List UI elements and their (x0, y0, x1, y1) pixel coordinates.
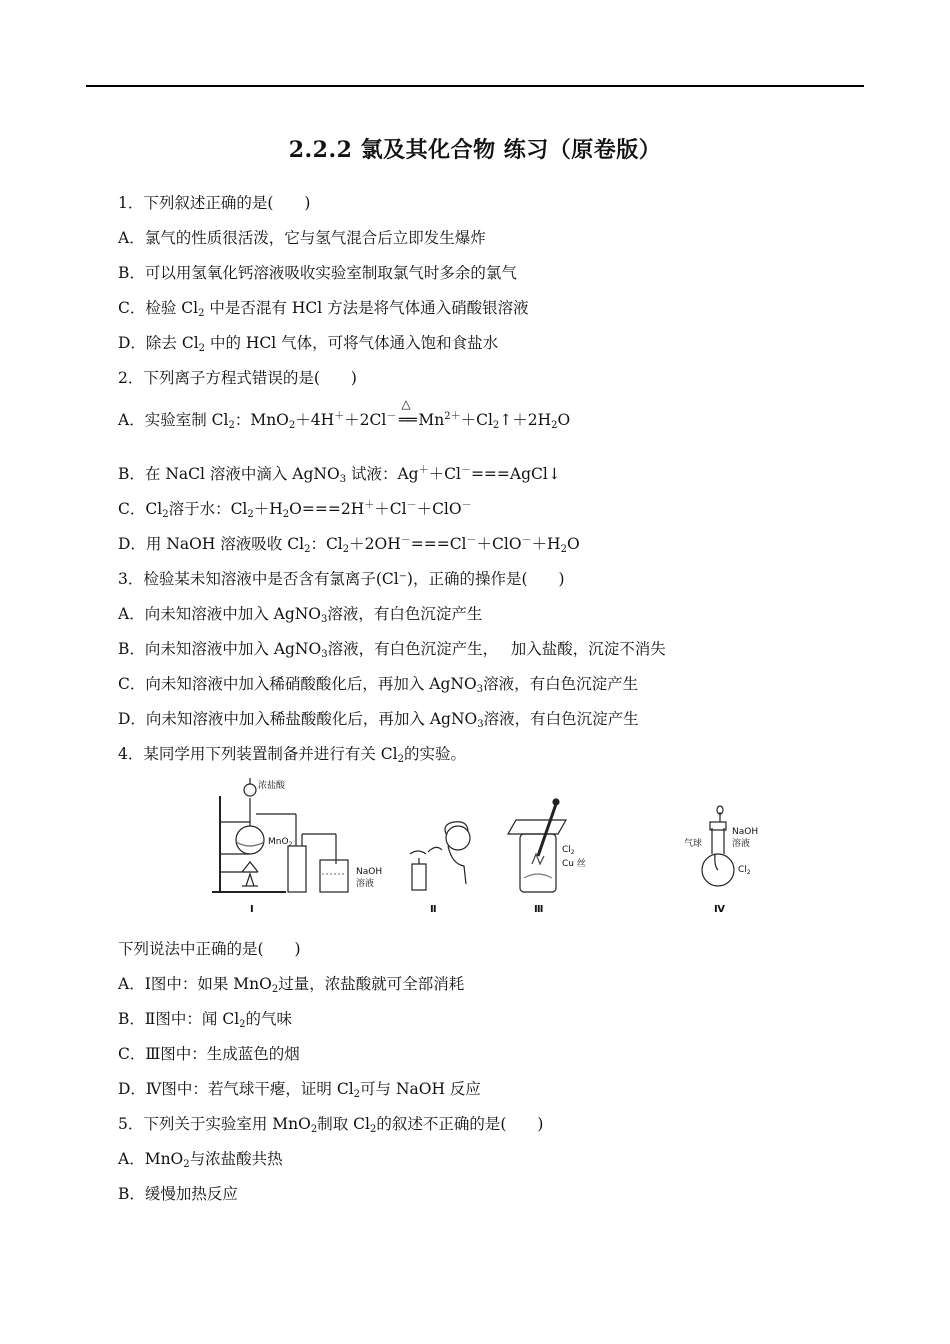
q1-option-a: A．氯气的性质很活泼，它与氢气混合后立即发生爆炸 (118, 229, 486, 247)
q2-option-a: A．实验室制 $Cl_2$：MnO$_2$＋4H＋＋2Cl－ △ ══ $Mn^{2+}+Cl_2↑+2H_2O$ (118, 397, 571, 431)
q3-stem: 3．检验某未知溶液中是否含有氯离子(Cl⁻)，正确的操作是( ) (118, 570, 565, 588)
q5-stem: 5．下列关于实验室用 MnO$_2$制取 $Cl_2$的叙述不正确的是( ) (118, 1115, 544, 1135)
panel-label-1: Ⅰ (250, 904, 254, 915)
q5-option-b: B．缓慢加热反应 (118, 1185, 238, 1203)
q4-stem: 4．某同学用下列装置制备并进行有关 $Cl_2$的实验。 (118, 745, 466, 765)
q2-option-c: C．$Cl_2$溶于水：$Cl_2+H_2O===2H^++Cl^-+ClO^-$ (118, 500, 472, 520)
q4-option-c: C．Ⅲ图中：生成蓝色的烟 (118, 1045, 300, 1063)
heating-condition: △ ══ (399, 397, 416, 429)
label-conc-hcl: 浓盐酸 (258, 781, 286, 791)
label-cl2-3: $Cl_2$ (562, 845, 575, 856)
panel-3-copper (508, 799, 586, 915)
panel-2-smelling (410, 822, 470, 915)
q3-option-c: C．向未知溶液中加入稀硝酸酸化后，再加入 AgNO$_3$溶液，有白色沉淀产生 (118, 675, 639, 695)
label-cu-wire: Cu 丝 (562, 859, 586, 869)
q1-option-b: B．可以用氢氧化钙溶液吸收实验室制取氯气时多余的氯气 (118, 264, 517, 282)
panel-label-3: Ⅲ (534, 904, 544, 915)
q4-option-b: B．Ⅱ图中：闻 $Cl_2$的气味 (118, 1010, 293, 1030)
q5-option-a: A．MnO$_2$与浓盐酸共热 (118, 1150, 283, 1170)
panel-label-4: Ⅳ (714, 904, 725, 915)
apparatus-figure (206, 774, 772, 920)
label-naoh-1: NaOH (356, 867, 383, 877)
apparatus-diagram (206, 774, 772, 920)
q4-option-a: A．Ⅰ图中：如果 MnO$_2$过量，浓盐酸就可全部消耗 (118, 975, 465, 995)
label-mno2: MnO$_2$ (268, 837, 293, 848)
label-cl2-4: $Cl_2$ (738, 865, 751, 876)
q4-prompt: 下列说法中正确的是( ) (118, 940, 301, 958)
q4-option-d: D．Ⅳ图中：若气球干瘪，证明 $Cl_2$可与 NaOH 反应 (118, 1080, 481, 1100)
q3-option-a: A．向未知溶液中加入 AgNO$_3$溶液，有白色沉淀产生 (118, 605, 483, 625)
q3-option-d: D．向未知溶液中加入稀盐酸酸化后，再加入 AgNO$_3$溶液，有白色沉淀产生 (118, 710, 639, 730)
q2-stem: 2．下列离子方程式错误的是( ) (118, 369, 357, 387)
header-rule (86, 85, 864, 87)
q2-option-b: B．在 NaCl 溶液中滴入 AgNO$_3$ 试液：Ag＋＋Cl－===AgCl↓ (118, 465, 561, 485)
panel-4-balloon (684, 806, 758, 915)
panel-1-apparatus (212, 778, 382, 915)
q1-option-c: C．检验 $Cl_2$ 中是否混有 HCl 方法是将气体通入硝酸银溶液 (118, 299, 529, 319)
q2-option-d: D．用 NaOH 溶液吸收 $Cl_2$：$Cl_2+2OH^-===Cl^-+ClO^-+H_2O$ (118, 535, 580, 555)
label-solution-4: 溶液 (732, 839, 751, 849)
page-title: 2.2.2 氯及其化合物 练习（原卷版） (288, 137, 662, 163)
label-balloon: 气球 (684, 839, 703, 849)
q3-option-b: B．向未知溶液中加入 AgNO$_3$溶液，有白色沉淀产生， 加入盐酸，沉淀不消失 (118, 640, 666, 660)
q1-option-d: D．除去 $Cl_2$ 中的 HCl 气体，可将气体通入饱和食盐水 (118, 334, 499, 354)
panel-label-2: Ⅱ (430, 904, 437, 915)
label-solution-1: 溶液 (356, 879, 375, 889)
label-naoh-4: NaOH (732, 827, 759, 837)
q1-stem: 1．下列叙述正确的是( ) (118, 194, 311, 212)
